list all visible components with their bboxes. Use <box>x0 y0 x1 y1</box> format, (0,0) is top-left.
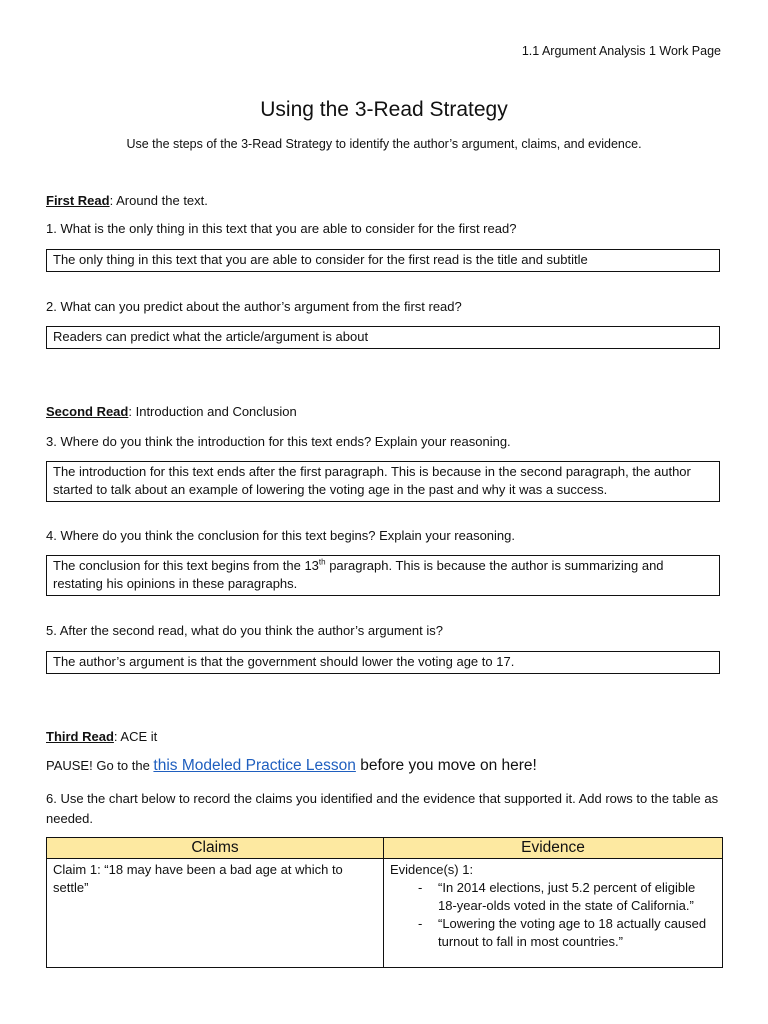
pause-instruction <box>46 757 537 775</box>
answer-1-box[interactable]: The only thing in this text that you are able to consider for the first read is the title and subtitle <box>46 249 720 272</box>
second-read-colon: : <box>128 404 132 419</box>
page-title: Using the 3-Read Strategy <box>260 98 508 121</box>
question-4: 4. Where do you think the conclusion for this text begins? Explain your reasoning. <box>46 528 515 543</box>
first-read-text: Around the text. <box>113 193 208 208</box>
answer-4-box[interactable] <box>46 555 720 596</box>
answer-5-box[interactable]: The author’s argument is that the government should lower the voting age to 17. <box>46 651 720 674</box>
evidence-cell[interactable] <box>384 859 723 968</box>
first-read-label: First Read <box>46 193 110 208</box>
claims-evidence-table <box>46 837 723 968</box>
question-1: 1. What is the only thing in this text that you are able to consider for the first read? <box>46 221 517 236</box>
page-subtitle: Use the steps of the 3-Read Strategy to identify the author’s argument, claims, and evidence. <box>126 137 642 151</box>
evidence-item: - “Lowering the voting age to 18 actually caused turnout to fall in most countries.” <box>418 915 716 951</box>
question-3: 3. Where do you think the introduction for this text ends? Explain your reasoning. <box>46 434 511 449</box>
answer-4-text-end: paragraph. This is because the author is summarizing and restating his opinions in these paragraphs. <box>53 558 664 591</box>
second-read-heading <box>46 404 297 419</box>
question-5: 5. After the second read, what do you think the author’s argument is? <box>46 623 443 638</box>
second-read-label: Second Read <box>46 404 129 419</box>
question-2: 2. What can you predict about the author’s argument from the first read? <box>46 299 462 314</box>
pause-prefix: PAUSE! Go to the <box>46 758 154 773</box>
question-6: 6. Use the chart below to record the claims you identified and the evidence that supported it. Add rows to the table as needed. <box>46 791 719 826</box>
evidence-list <box>390 879 716 951</box>
first-read-heading <box>46 193 208 208</box>
evidence-label: Evidence(s) 1: <box>390 862 474 877</box>
evidence-column-header: Evidence <box>384 838 723 859</box>
third-read-text: ACE it <box>117 729 158 744</box>
answer-3-box[interactable]: The introduction for this text ends after the first paragraph. This is because in the second paragraph, the author started to talk about an example of lowering the voting age in the past and why it was a success. <box>46 461 720 502</box>
second-read-text: Introduction and Conclusion <box>131 404 297 419</box>
modeled-practice-lesson-link[interactable]: this Modeled Practice Lesson <box>153 757 356 774</box>
first-read-colon: : <box>109 193 114 208</box>
table-header-row <box>47 838 723 859</box>
third-read-colon: : <box>113 729 118 744</box>
answer-4-ordinal-suffix: th <box>318 557 326 567</box>
third-read-heading <box>46 729 157 744</box>
claims-column-header: Claims <box>47 838 384 859</box>
third-read-label: Third Read <box>46 729 114 744</box>
pause-suffix: before you move on here! <box>355 757 537 774</box>
claim-cell[interactable]: Claim 1: “18 may have been a bad age at which to settle” <box>47 859 384 968</box>
answer-4-text-start: The conclusion for this text begins from the 13 <box>53 558 319 573</box>
evidence-item: - “In 2014 elections, just 5.2 percent of eligible 18-year-olds voted in the state of California.” <box>418 879 716 915</box>
page-header-label: 1.1 Argument Analysis 1 Work Page <box>521 44 721 58</box>
answer-2-box[interactable]: Readers can predict what the article/argument is about <box>46 326 720 349</box>
table-row <box>47 859 723 968</box>
